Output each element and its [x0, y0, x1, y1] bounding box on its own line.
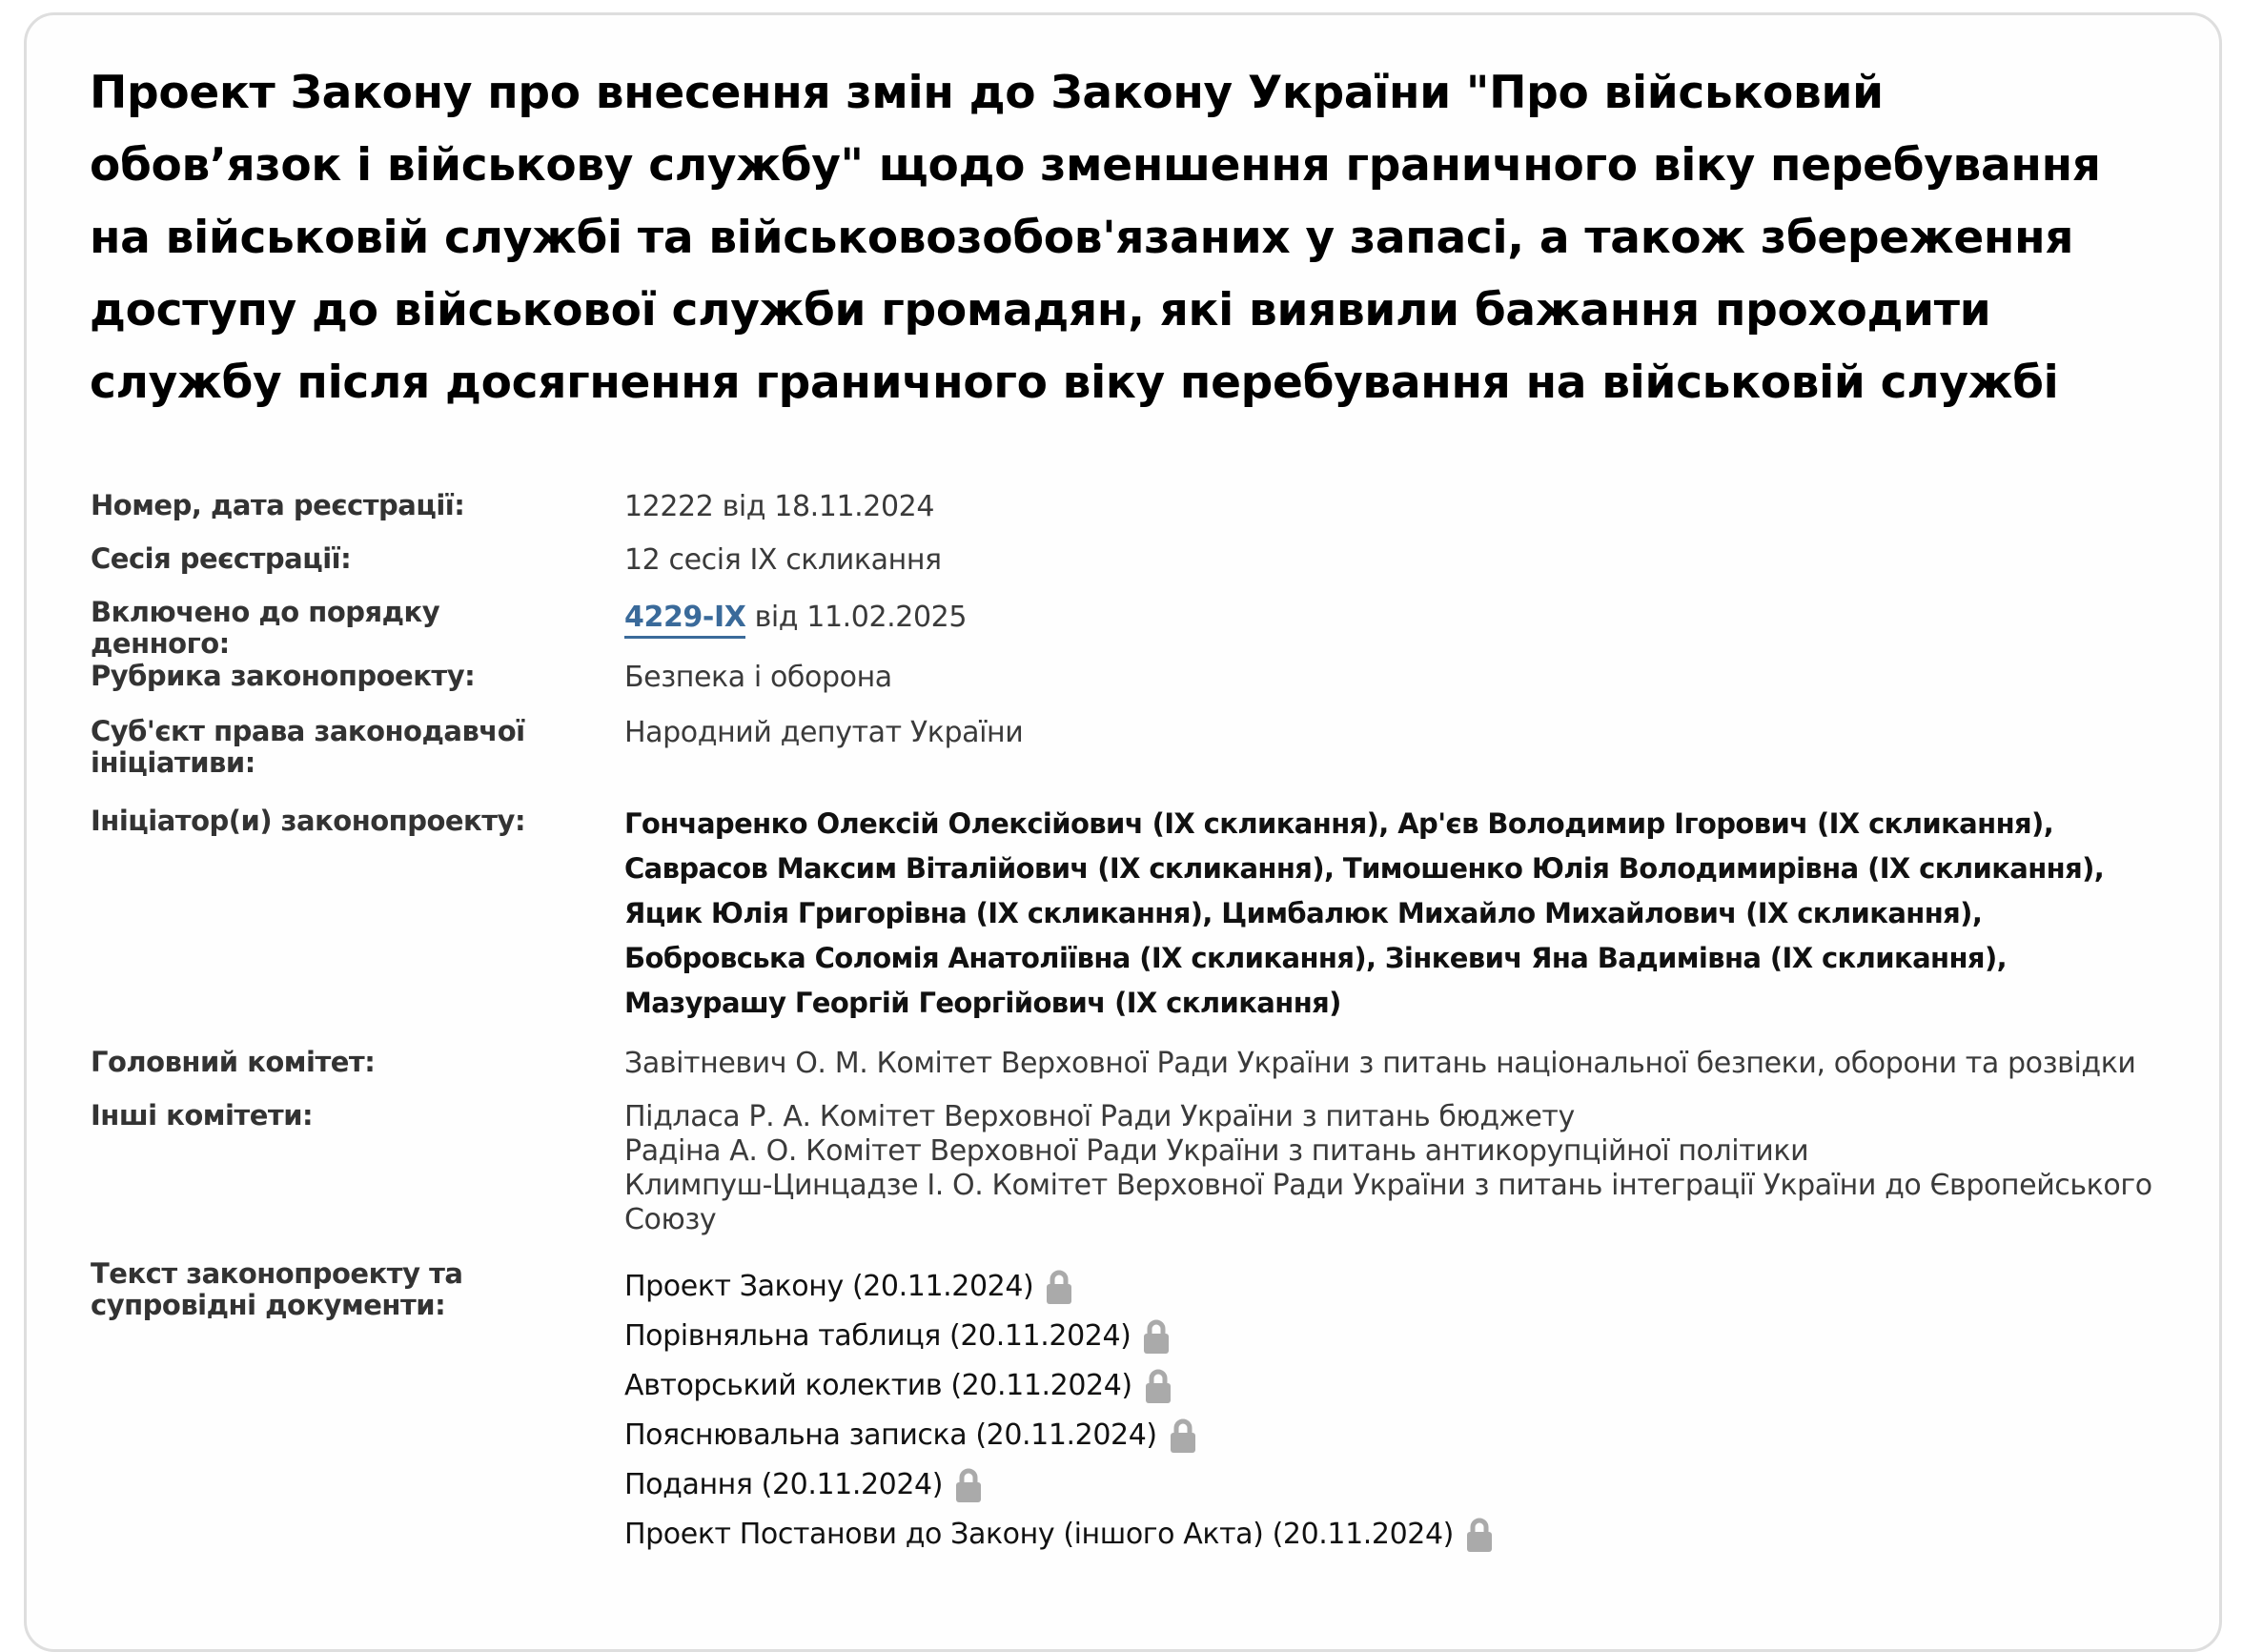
- subject-value: Народний депутат України: [624, 716, 1024, 749]
- committee-item: Підласа Р. А. Комітет Верховної Ради України з питань бюджету: [624, 1100, 1575, 1133]
- other-committees-label: Інші комітети:: [91, 1099, 314, 1132]
- document-link[interactable]: [624, 1510, 2169, 1560]
- main-committee-label: Головний комітет:: [91, 1046, 376, 1078]
- page-title: Проект Закону про внесення змін до Закону України "Про військовий обов’язок і військову службу" щодо зменшення граничного віку перебування на військовій службі та військовозобов'язаних у запасі, а також збереження доступу до військової служби громадян, які виявили бажання проходити службу після досягнення граничного віку перебування на військовій службі: [90, 67, 2101, 409]
- rubric-value: Безпека і оборона: [624, 661, 892, 694]
- registration-label: Номер, дата реєстрації:: [91, 489, 465, 521]
- main-committee-value: Завітневич О. М. Комітет Верховної Ради України з питань національної безпеки, оборони та розвідки: [624, 1047, 2136, 1080]
- document-title: Подання (20.11.2024): [624, 1468, 944, 1501]
- session-value: 12 сесія IX скликання: [624, 543, 942, 577]
- lock-icon: [956, 1468, 981, 1502]
- rubric-label: Рубрика законопроекту:: [91, 660, 476, 692]
- document-title: Проект Закону (20.11.2024): [624, 1270, 1034, 1303]
- session-label: Сесія реєстрації:: [91, 542, 352, 575]
- document-title: Порівняльна таблиця (20.11.2024): [624, 1319, 1132, 1353]
- agenda-link[interactable]: 4229-IX: [624, 601, 745, 639]
- documents-list: [624, 1262, 2169, 1560]
- document-link[interactable]: [624, 1460, 2169, 1510]
- document-link[interactable]: [624, 1411, 2169, 1460]
- committee-item: Климпуш-Цинцадзе І. О. Комітет Верховної Ради України з питань інтеграції України до Європейського Союзу: [624, 1169, 2152, 1236]
- document-link[interactable]: [624, 1361, 2169, 1411]
- agenda-label: Включено до порядку денного:: [91, 596, 440, 660]
- lock-icon: [1171, 1418, 1195, 1453]
- lock-icon: [1047, 1270, 1071, 1304]
- subject-label: Суб'єкт права законодавчої ініціативи:: [91, 715, 525, 779]
- documents-label: Текст законопроекту та супровідні документи:: [91, 1257, 463, 1321]
- initiators-value: Гончаренко Олексій Олексійович (IX скликання), Ар'єв Володимир Ігорович (IX скликання), Саврасов Максим Віталійович (IX скликання), Тимошенко Юлія Володимирівна (IX скликання), Яцик Юлія Григорівна (IX скликання), Цимбалюк Михайло Михайлович (IX скликання), Бобровська Соломія Анатоліївна (IX скликання), Зінкевич Яна Вадимівна (IX скликання), Мазурашу Георгій Георгійович (IX скликання): [624, 807, 2105, 1019]
- document-link[interactable]: [624, 1262, 2169, 1312]
- document-title: Проект Постанови до Закону (іншого Акта) (20.11.2024): [624, 1518, 1454, 1551]
- lock-icon: [1467, 1518, 1492, 1552]
- document-title: Пояснювальна записка (20.11.2024): [624, 1418, 1157, 1452]
- initiators-label: Ініціатор(и) законопроекту:: [91, 805, 526, 837]
- other-committees-list: [624, 1100, 2169, 1237]
- registration-value: 12222 від 18.11.2024: [624, 490, 935, 523]
- lock-icon: [1146, 1369, 1171, 1403]
- document-title: Авторський колектив (20.11.2024): [624, 1369, 1132, 1402]
- agenda-date: від 11.02.2025: [745, 601, 968, 634]
- committee-item: Радіна А. О. Комітет Верховної Ради України з питань антикорупційної політики: [624, 1134, 1809, 1168]
- document-link[interactable]: [624, 1312, 2169, 1361]
- agenda-value: [624, 601, 2169, 635]
- lock-icon: [1144, 1319, 1169, 1354]
